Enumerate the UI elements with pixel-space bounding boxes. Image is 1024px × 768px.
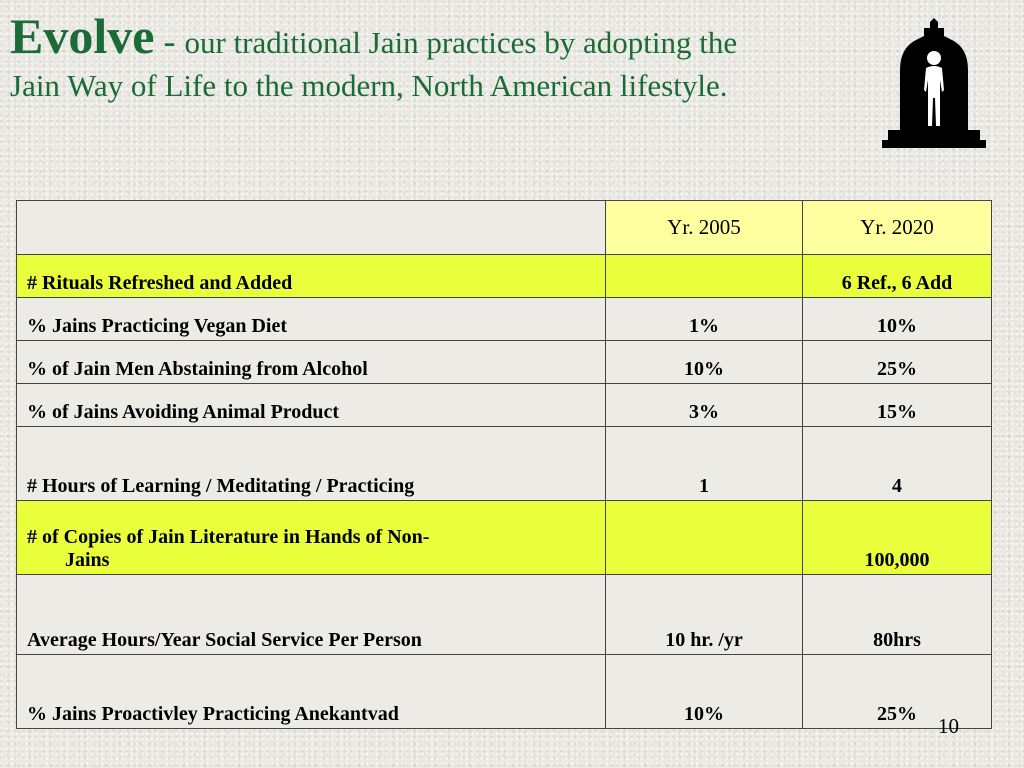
table-row <box>17 575 992 655</box>
row-value-2020: 10% <box>803 298 992 341</box>
row-value-2005: 10% <box>606 655 803 729</box>
title-dash: - <box>154 21 185 61</box>
title-line-1-text: our traditional Jain practices by adopting the <box>184 25 738 60</box>
table-row <box>17 501 992 575</box>
row-value-2020: 25% <box>803 655 992 729</box>
row-value-2020: 80hrs <box>803 575 992 655</box>
row-value-2005: 10 hr. /yr <box>606 575 803 655</box>
header-cell-label <box>17 201 606 255</box>
row-label: % of Jains Avoiding Animal Product <box>17 384 606 427</box>
row-label <box>17 501 606 575</box>
row-label: % Jains Proactivley Practicing Anekantvad <box>17 655 606 729</box>
table-row <box>17 255 992 298</box>
header-cell-2020: Yr. 2020 <box>803 201 992 255</box>
row-label: Average Hours/Year Social Service Per Person <box>17 575 606 655</box>
table-row <box>17 341 992 384</box>
row-label: # Rituals Refreshed and Added <box>17 255 606 298</box>
row-value-2020: 6 Ref., 6 Add <box>803 255 992 298</box>
table-row <box>17 655 992 729</box>
jain-tirthankara-shrine-icon <box>880 18 988 150</box>
row-value-2005 <box>606 501 803 575</box>
slide-title <box>10 8 880 103</box>
page-number: 10 <box>938 714 959 738</box>
header-cell-2005: Yr. 2005 <box>606 201 803 255</box>
table-header-row <box>17 201 992 255</box>
table-row <box>17 298 992 341</box>
title-main-word: Evolve <box>10 8 155 64</box>
row-value-2020: 15% <box>803 384 992 427</box>
row-value-2005: 1% <box>606 298 803 341</box>
table-row <box>17 384 992 427</box>
row-value-2005: 1 <box>606 427 803 501</box>
goals-table <box>16 200 992 729</box>
row-value-2005 <box>606 255 803 298</box>
row-value-2020: 100,000 <box>803 501 992 575</box>
row-label: # Hours of Learning / Meditating / Practicing <box>17 427 606 501</box>
table-row <box>17 427 992 501</box>
title-line-2: Jain Way of Life to the modern, North American lifestyle. <box>10 67 728 103</box>
title-line-1 <box>10 8 880 66</box>
row-value-2005: 10% <box>606 341 803 384</box>
row-value-2020: 4 <box>803 427 992 501</box>
row-label-line-1: # of Copies of Jain Literature in Hands of Non- <box>27 526 430 548</box>
row-label: % of Jain Men Abstaining from Alcohol <box>17 341 606 384</box>
row-value-2005: 3% <box>606 384 803 427</box>
row-label: % Jains Practicing Vegan Diet <box>17 298 606 341</box>
row-label-line-2: Jains <box>65 549 110 571</box>
row-value-2020: 25% <box>803 341 992 384</box>
